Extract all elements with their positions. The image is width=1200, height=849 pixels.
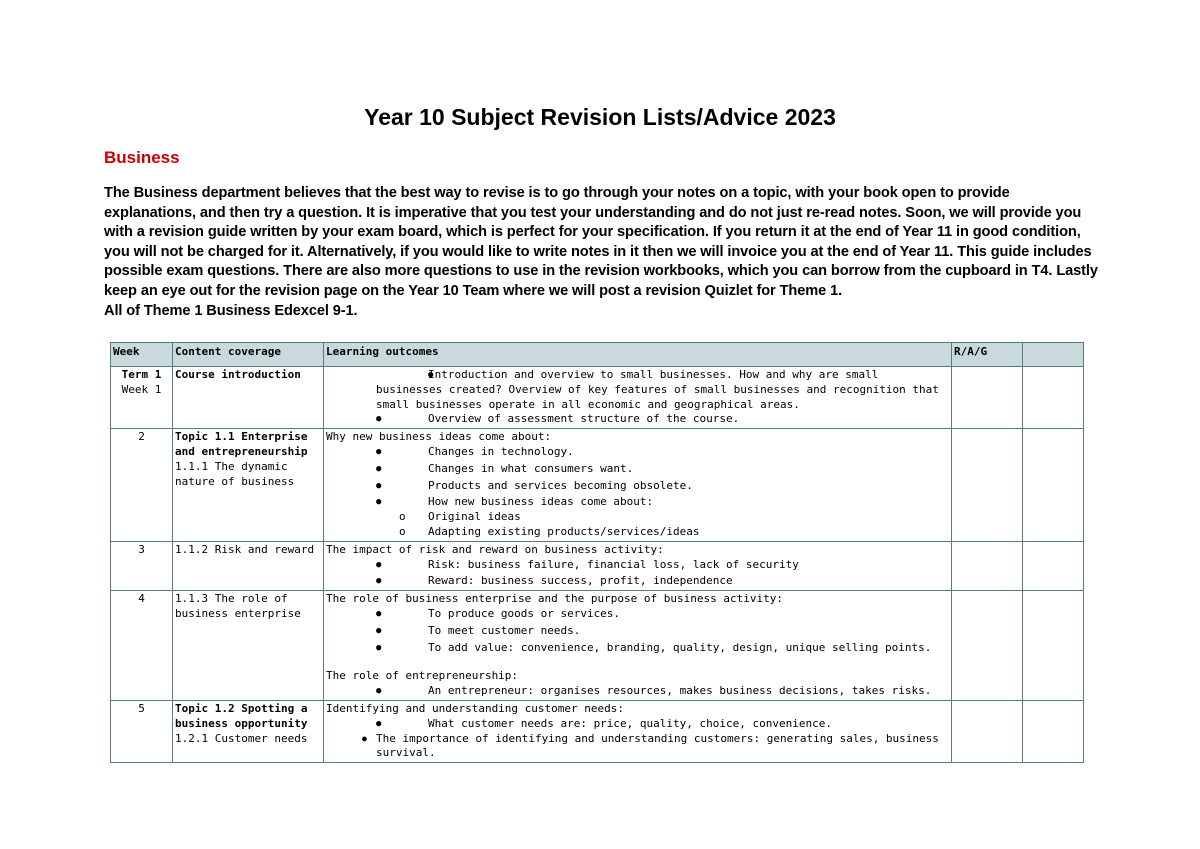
header-content-coverage: Content coverage <box>173 343 324 367</box>
week-cell: 3 <box>111 541 173 590</box>
outcome-bullet: ● How new business ideas come about: <box>326 495 949 510</box>
content-cell <box>173 367 324 429</box>
content-subtopic: 1.1.1 The dynamic nature of business <box>175 459 295 488</box>
notes-cell[interactable] <box>1023 541 1084 590</box>
header-rag: R/A/G <box>952 343 1023 367</box>
outcome-lead: Why new business ideas come about: <box>326 430 552 444</box>
content-cell <box>173 541 324 590</box>
content-subtopic: 1.2.1 Customer needs <box>175 731 308 745</box>
outcome-bullet: ● To meet customer needs. <box>326 624 949 639</box>
outcome-lead: Identifying and understanding customer needs: <box>326 701 625 715</box>
notes-cell[interactable] <box>1023 700 1084 762</box>
table-row <box>111 700 1084 762</box>
page-title: Year 10 Subject Revision Lists/Advice 2023 <box>364 104 836 130</box>
outcomes-cell <box>324 429 952 542</box>
outcome-bullet: ● What customer needs are: price, quality, choice, convenience. <box>326 717 949 732</box>
outcome-bullet: ● The importance of identifying and understanding customers: generating sales, business survival. <box>326 732 949 762</box>
notes-cell[interactable] <box>1023 367 1084 429</box>
term-label: Term 1 <box>121 368 162 381</box>
rag-cell[interactable] <box>952 541 1023 590</box>
outcome-bullet: ● Changes in what consumers want. <box>326 462 949 477</box>
content-cell <box>173 700 324 762</box>
rag-cell[interactable] <box>952 591 1023 701</box>
content-cell <box>173 591 324 701</box>
outcome-bullet: ● Products and services becoming obsolete. <box>326 479 949 494</box>
week-cell: 4 <box>111 591 173 701</box>
outcome-bullet: ● An entrepreneur: organises resources, makes business decisions, takes risks. <box>326 684 949 699</box>
outcome-bullet: ● To add value: convenience, branding, quality, design, unique selling points. <box>326 641 949 656</box>
notes-cell[interactable] <box>1023 429 1084 542</box>
outcomes-cell <box>324 367 952 429</box>
outcomes-cell <box>324 700 952 762</box>
table-row <box>111 541 1084 590</box>
outcomes-cell <box>324 541 952 590</box>
header-blank <box>1023 343 1084 367</box>
table-row <box>111 591 1084 701</box>
header-learning-outcomes: Learning outcomes <box>324 343 952 367</box>
intro-text <box>104 184 1102 321</box>
outcome-bullet: ● Reward: business success, profit, independence <box>326 574 949 589</box>
outcome-bullet: ● Overview of assessment structure of the course. <box>326 412 949 427</box>
outcome-bullet: ● Introduction and overview to small businesses. How and why are small businesses created? Overview of key features of small businesses and recognition that small businesses operate in all economic and geographical areas. <box>326 368 949 412</box>
outcomes-cell <box>324 591 952 701</box>
content-topic: Course introduction <box>175 368 301 381</box>
rag-cell[interactable] <box>952 429 1023 542</box>
header-week: Week <box>111 343 173 367</box>
content-cell <box>173 429 324 542</box>
revision-table <box>110 342 1084 763</box>
rag-cell[interactable] <box>952 367 1023 429</box>
content-topic: Topic 1.1 Enterprise and entrepreneurship <box>175 430 308 458</box>
notes-cell[interactable] <box>1023 591 1084 701</box>
outcome-subbullet: o Adapting existing products/services/ideas <box>326 525 949 540</box>
intro-paragraph: The Business department believes that the best way to revise is to go through your notes on a topic, with your book open to provide explanations, and then try a question. It is imperative that you test your understanding and do not just re-read notes. Soon, we will provide you with a revision guide written by your exam board, which is perfect for your specification. If you return it at the end of Year 11 in good condition, you will not be charged for it. Alternatively, if you would like to write notes in it then we will invoice you at the end of Year 11. This guide includes possible exam questions. There are also more questions to use in the revision workbooks, which you can borrow from the cupboard in T4. Lastly keep an eye out for the revision page on the Year 10 Team where we will post a revision Quizlet for Theme 1. <box>104 185 1098 299</box>
outcome-lead: The impact of risk and reward on business activity: <box>326 542 664 556</box>
week-cell <box>111 367 173 429</box>
week-cell: 2 <box>111 429 173 542</box>
week-cell: 5 <box>111 700 173 762</box>
content-subtopic: 1.1.2 Risk and reward <box>175 542 315 556</box>
week-label: Week 1 <box>121 382 162 396</box>
outcome-subbullet: o Original ideas <box>326 510 949 525</box>
outcome-bullet: ● Changes in technology. <box>326 445 949 460</box>
outcome-lead: The role of business enterprise and the purpose of business activity: <box>326 592 783 606</box>
table-header-row <box>111 343 1084 367</box>
content-subtopic: 1.1.3 The role of business enterprise <box>175 592 301 620</box>
intro-scope: All of Theme 1 Business Edexcel 9-1. <box>104 302 358 319</box>
section-heading: Business <box>104 148 180 167</box>
outcome-bullet: ● Risk: business failure, financial loss, lack of security <box>326 558 949 573</box>
rag-cell[interactable] <box>952 700 1023 762</box>
outcome-bullet: ● To produce goods or services. <box>326 607 949 622</box>
outcome-lead: The role of entrepreneurship: <box>326 669 519 683</box>
content-topic: Topic 1.2 Spotting a business opportunity <box>175 701 308 730</box>
table-row <box>111 429 1084 542</box>
table-row <box>111 367 1084 429</box>
